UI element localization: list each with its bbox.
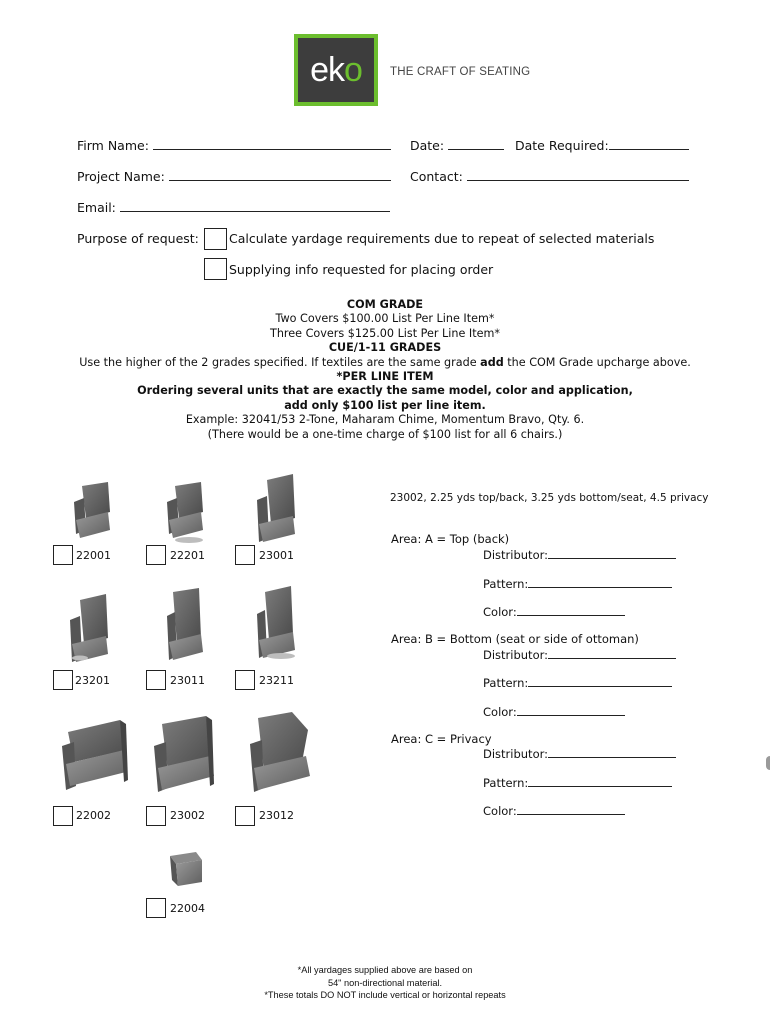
area-c-color: Color: <box>483 803 625 818</box>
product-code-23002: 23002 <box>170 809 205 822</box>
footnote-line-1: *All yardages supplied above are based on <box>297 965 473 975</box>
footnote-line-3: *These totals DO NOT include vertical or horizontal repeats <box>264 990 506 1001</box>
contact-field <box>410 169 689 184</box>
area-b-pattern-input[interactable] <box>528 675 672 687</box>
two-covers-price: Two Covers $100.00 List Per Line Item* <box>275 312 495 326</box>
area-b-distributor-input[interactable] <box>548 647 676 659</box>
date-input[interactable] <box>448 138 504 150</box>
sofa-23002-image <box>154 716 214 792</box>
date-field <box>410 138 504 153</box>
firm-name-field <box>77 138 391 153</box>
email-label: Email: <box>77 200 116 215</box>
product-checkbox-23001[interactable] <box>235 545 255 565</box>
area-c-pattern-input[interactable] <box>528 775 672 787</box>
date-label: Date: <box>410 138 445 153</box>
per-line-item-title: *PER LINE ITEM <box>336 370 434 384</box>
project-name-input[interactable] <box>169 169 391 181</box>
area-a-distributor-input[interactable] <box>548 547 676 559</box>
spec-summary: 23002, 2.25 yds top/back, 3.25 yds bottom/seat, 4.5 privacy <box>390 492 709 504</box>
ordering-note-1: Ordering several units that are exactly the same model, color and application, <box>137 384 633 398</box>
scrollbar-handle[interactable] <box>766 756 770 770</box>
area-a-pattern-input[interactable] <box>528 576 672 588</box>
area-b-pattern: Pattern: <box>483 675 672 690</box>
product-code-23201: 23201 <box>75 674 110 687</box>
product-checkbox-22004[interactable] <box>146 898 166 918</box>
cue-grades-text: Use the higher of the 2 grades specified. If textiles are the same grade add the COM Grade upcharge above. <box>79 355 691 369</box>
area-b-distributor: Distributor: <box>483 647 676 662</box>
purpose-option-2-checkbox[interactable] <box>204 258 227 280</box>
footnote <box>0 964 770 1002</box>
area-c-color-input[interactable] <box>517 803 625 815</box>
product-checkbox-23011[interactable] <box>146 670 166 690</box>
area-b-color: Color: <box>483 704 625 719</box>
ottoman-22004-image <box>170 852 202 886</box>
product-code-23211: 23211 <box>259 674 294 687</box>
email-field <box>77 200 390 215</box>
purpose-option-2-label: Supplying info requested for placing order <box>229 262 494 277</box>
product-code-23001: 23001 <box>259 549 294 562</box>
pricing-info <box>0 298 770 442</box>
firm-name-label: Firm Name: <box>77 138 149 153</box>
contact-input[interactable] <box>467 169 689 181</box>
email-input[interactable] <box>120 200 390 212</box>
date-required-field <box>515 138 689 153</box>
three-covers-price: Three Covers $125.00 List Per Line Item* <box>270 326 500 340</box>
product-checkbox-22001[interactable] <box>53 545 73 565</box>
area-a-color: Color: <box>483 604 625 619</box>
project-name-field <box>77 169 391 184</box>
product-code-22004: 22004 <box>170 902 205 915</box>
chair-22001-image <box>74 482 110 538</box>
chair-23011-image <box>167 588 203 660</box>
area-a-label: Area: A = Top (back) <box>391 532 510 546</box>
date-required-label: Date Required: <box>515 138 609 153</box>
product-checkbox-23201[interactable] <box>53 670 73 690</box>
purpose-label: Purpose of request: <box>77 231 199 246</box>
footnote-line-2: 54" non-directional material. <box>327 977 443 988</box>
date-required-input[interactable] <box>609 138 689 150</box>
cue-grades-title: CUE/1-11 GRADES <box>328 341 442 355</box>
area-c-pattern: Pattern: <box>483 775 672 790</box>
product-code-23012: 23012 <box>259 809 294 822</box>
area-a-distributor: Distributor: <box>483 547 676 562</box>
sofa-23012-image <box>250 712 310 792</box>
product-checkbox-22002[interactable] <box>53 806 73 826</box>
area-a-color-input[interactable] <box>517 604 625 616</box>
product-images <box>0 470 380 930</box>
sofa-22002-image <box>62 720 128 790</box>
product-checkbox-23012[interactable] <box>235 806 255 826</box>
area-b-label: Area: B = Bottom (seat or side of ottoman) <box>391 632 639 646</box>
chair-22201-image <box>167 482 203 543</box>
ordering-note-2: add only $100 list per line item. <box>284 398 486 412</box>
product-checkbox-22201[interactable] <box>146 545 166 565</box>
firm-name-input[interactable] <box>153 138 391 150</box>
product-code-23011: 23011 <box>170 674 205 687</box>
area-c-label: Area: C = Privacy <box>391 732 492 746</box>
com-grade-title: COM GRADE <box>346 298 424 311</box>
product-code-22201: 22201 <box>170 549 205 562</box>
area-a-pattern: Pattern: <box>483 576 672 591</box>
chair-23001-image <box>257 474 295 542</box>
example-text: Example: 32041/53 2-Tone, Maharam Chime, Momentum Bravo, Qty. 6. <box>185 413 585 427</box>
eko-logo: eko <box>294 34 378 106</box>
tagline: THE CRAFT OF SEATING <box>390 66 531 78</box>
contact-label: Contact: <box>410 169 463 184</box>
product-checkbox-23211[interactable] <box>235 670 255 690</box>
purpose-option-1-checkbox[interactable] <box>204 228 227 250</box>
area-c-distributor-input[interactable] <box>548 746 676 758</box>
area-c-distributor: Distributor: <box>483 746 676 761</box>
project-name-label: Project Name: <box>77 169 165 184</box>
product-code-22002: 22002 <box>76 809 111 822</box>
example-note: (There would be a one-time charge of $100 list for all 6 chairs.) <box>207 427 563 441</box>
chair-23211-image <box>257 586 295 659</box>
area-b-color-input[interactable] <box>517 704 625 716</box>
purpose-option-1-label: Calculate yardage requirements due to repeat of selected materials <box>229 231 655 246</box>
chair-23201-image <box>70 594 108 662</box>
product-code-22001: 22001 <box>76 549 111 562</box>
product-checkbox-23002[interactable] <box>146 806 166 826</box>
